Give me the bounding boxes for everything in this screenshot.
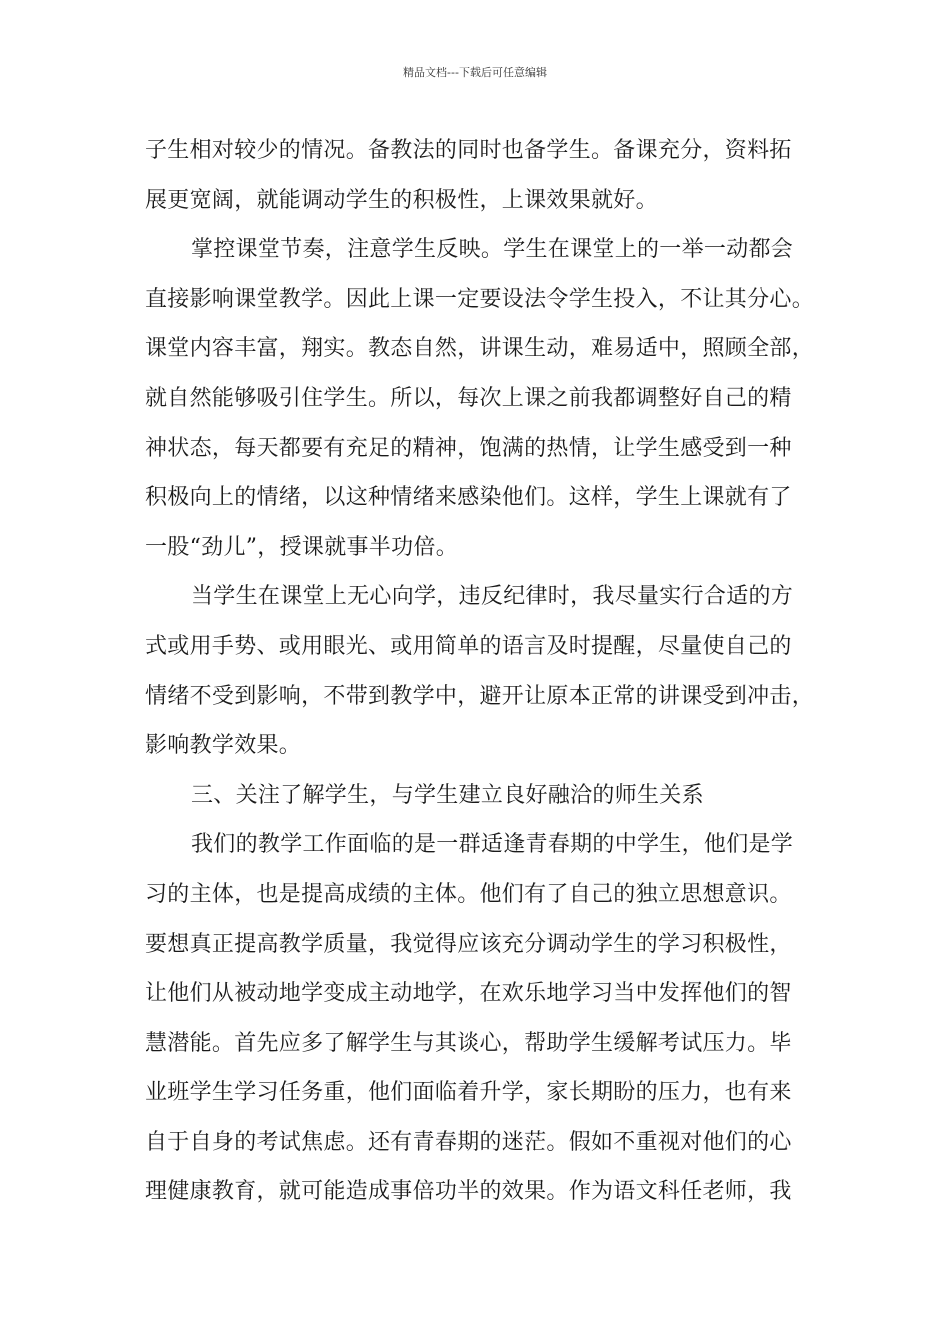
text-line: 影响教学效果。 bbox=[145, 733, 302, 759]
text-line: 神状态，每天都要有充足的精神，饱满的热情，让学生感受到一种 bbox=[145, 435, 792, 461]
paragraph-start-line: 当学生在课堂上无心向学，违反纪律时，我尽量实行合适的方 bbox=[191, 584, 794, 610]
paragraph-start-line: 掌控课堂节奏，注意学生反映。学生在课堂上的一举一动都会 bbox=[191, 237, 794, 263]
text-line: 子生相对较少的情况。备教法的同时也备学生。备课充分，资料拓 bbox=[145, 138, 792, 163]
text-line: 业班学生学习任务重，他们面临着升学，家长期盼的压力，也有来 bbox=[145, 1080, 792, 1106]
text-line: 积极向上的情绪，以这种情绪来感染他们。这样，学生上课就有了 bbox=[145, 485, 792, 511]
text-line: 慧潜能。首先应多了解学生与其谈心，帮助学生缓解考试压力。毕 bbox=[145, 1030, 792, 1056]
text-line: 理健康教育，就可能造成事倍功半的效果。作为语文科任老师，我 bbox=[145, 1179, 792, 1205]
text-line: 让他们从被动地学变成主动地学，在欢乐地学习当中发挥他们的智 bbox=[145, 981, 792, 1007]
page-header: 精品文档---下载后可任意编辑 bbox=[403, 66, 547, 79]
text-line: 展更宽阔，就能调动学生的积极性，上课效果就好。 bbox=[145, 187, 658, 213]
text-line: 课堂内容丰富，翔实。教态自然，讲课生动，难易适中，照顾全部， bbox=[145, 336, 815, 362]
text-line: 式或用手势、或用眼光、或用简单的语言及时提醒，尽量使自己的 bbox=[145, 633, 792, 659]
text-line: 要想真正提高教学质量，我觉得应该充分调动学生的学习积极性， bbox=[145, 931, 792, 957]
text-line: 习的主体，也是提高成绩的主体。他们有了自己的独立思想意识。 bbox=[145, 881, 792, 907]
document-body bbox=[145, 126, 825, 1217]
text-line: 一股“劲儿”，授课就事半功倍。 bbox=[145, 534, 458, 560]
paragraph-start-line: 我们的教学工作面临的是一群适逢青春期的中学生，他们是学 bbox=[191, 832, 794, 858]
text-line: 就自然能够吸引住学生。所以，每次上课之前我都调整好自己的精 bbox=[145, 385, 792, 411]
text-line: 直接影响课堂教学。因此上课一定要设法令学生投入，不让其分心。 bbox=[145, 286, 815, 312]
text-line: 自于自身的考试焦虑。还有青春期的迷茫。假如不重视对他们的心 bbox=[145, 1129, 792, 1155]
text-line: 情绪不受到影响，不带到教学中，避开让原本正常的讲课受到冲击， bbox=[145, 683, 815, 709]
section-heading: 三、关注了解学生，与学生建立良好融洽的师生关系 bbox=[191, 782, 704, 808]
